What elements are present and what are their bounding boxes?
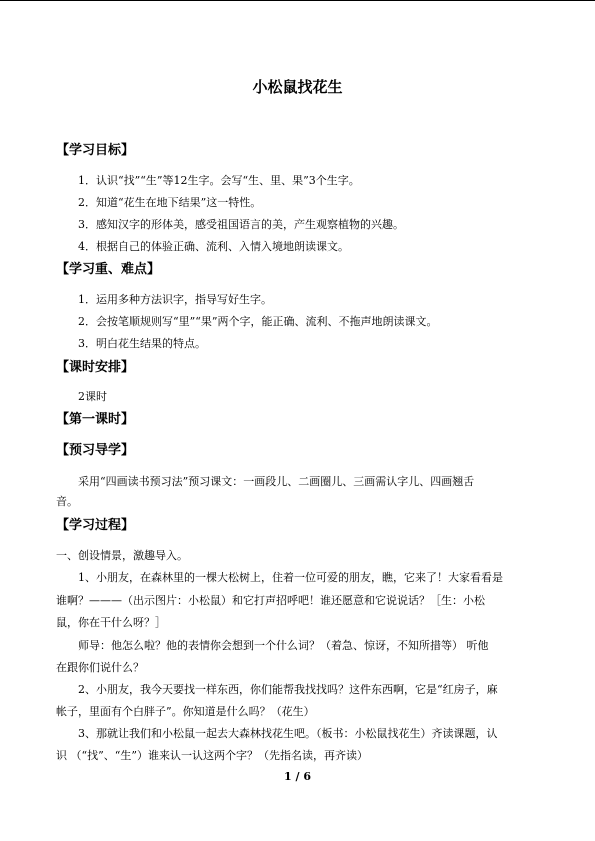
process-line: 一、创设情景，激趣导入。 — [56, 549, 188, 562]
objective-item: 3．感知汉字的形体美，感受祖国语言的美，产生观察植物的兴趣。 — [78, 218, 404, 231]
process-line: 鼠，你在干什么呀？］ — [56, 616, 166, 629]
objective-item: 2．知道“花生在地下结果”这一特性。 — [78, 196, 262, 209]
section-heading-first-lesson: 【第一课时】 — [56, 412, 135, 427]
page-number: 1 / 6 — [284, 770, 311, 783]
preview-paragraph-line: 采用“四画读书预习法”预习课文：一画段儿、二画圈儿、三画需认字儿、四画翘舌 — [78, 475, 475, 488]
process-line: 师导：他怎么啦？他的表情你会想到一个什么词？（着急、惊讶，不知所措等） 听他 — [78, 639, 489, 652]
section-heading-key-points: 【学习重、难点】 — [56, 262, 161, 277]
document-title: 小松鼠找花生 — [252, 78, 343, 96]
objective-item: 1．认识“找”“生”等12生字。会写“生、里、果”3个生字。 — [78, 174, 360, 187]
process-line: 3、那就让我们和小松鼠一起去大森林找花生吧。（板书：小松鼠找花生）齐读课题，认 — [78, 727, 498, 740]
section-heading-preview: 【预习导学】 — [56, 443, 135, 458]
key-point-item: 3．明白花生结果的特点。 — [78, 337, 206, 350]
process-line: 谁啊？———（出示图片：小松鼠）和它打声招呼吧！谁还愿意和它说说话？［生：小松 — [56, 594, 485, 607]
process-line: 识 （“找”、“生”）谁来认一认这两个字？（先指名读，再齐读） — [56, 749, 368, 762]
page-top-border — [0, 0, 595, 1]
section-heading-schedule: 【课时安排】 — [56, 360, 135, 375]
process-line: 2、小朋友，我今天要找一样东西，你们能帮我找找吗？这件东西啊，它是“红房子，麻 — [78, 683, 498, 696]
process-line: 帐子，里面有个白胖子”。你知道是什么吗？（花生） — [56, 705, 315, 718]
key-point-item: 1．运用多种方法识字，指导写好生字。 — [78, 293, 272, 306]
objective-item: 4．根据自己的体验正确、流利、入情入境地朗读课文。 — [78, 240, 349, 253]
process-line: 1、小朋友，在森林里的一棵大松树上，住着一位可爱的朋友，瞧，它来了！大家看看是 — [78, 571, 503, 584]
process-line: 在跟你们说什么？ — [56, 661, 144, 674]
section-heading-objectives: 【学习目标】 — [56, 143, 135, 158]
schedule-text: 2课时 — [78, 390, 107, 403]
section-heading-process: 【学习过程】 — [56, 518, 135, 533]
key-point-item: 2．会按笔顺规则写“里”“果”两个字，能正确、流利、不拖声地朗读课文。 — [78, 315, 438, 328]
preview-paragraph-line: 音。 — [56, 495, 78, 508]
